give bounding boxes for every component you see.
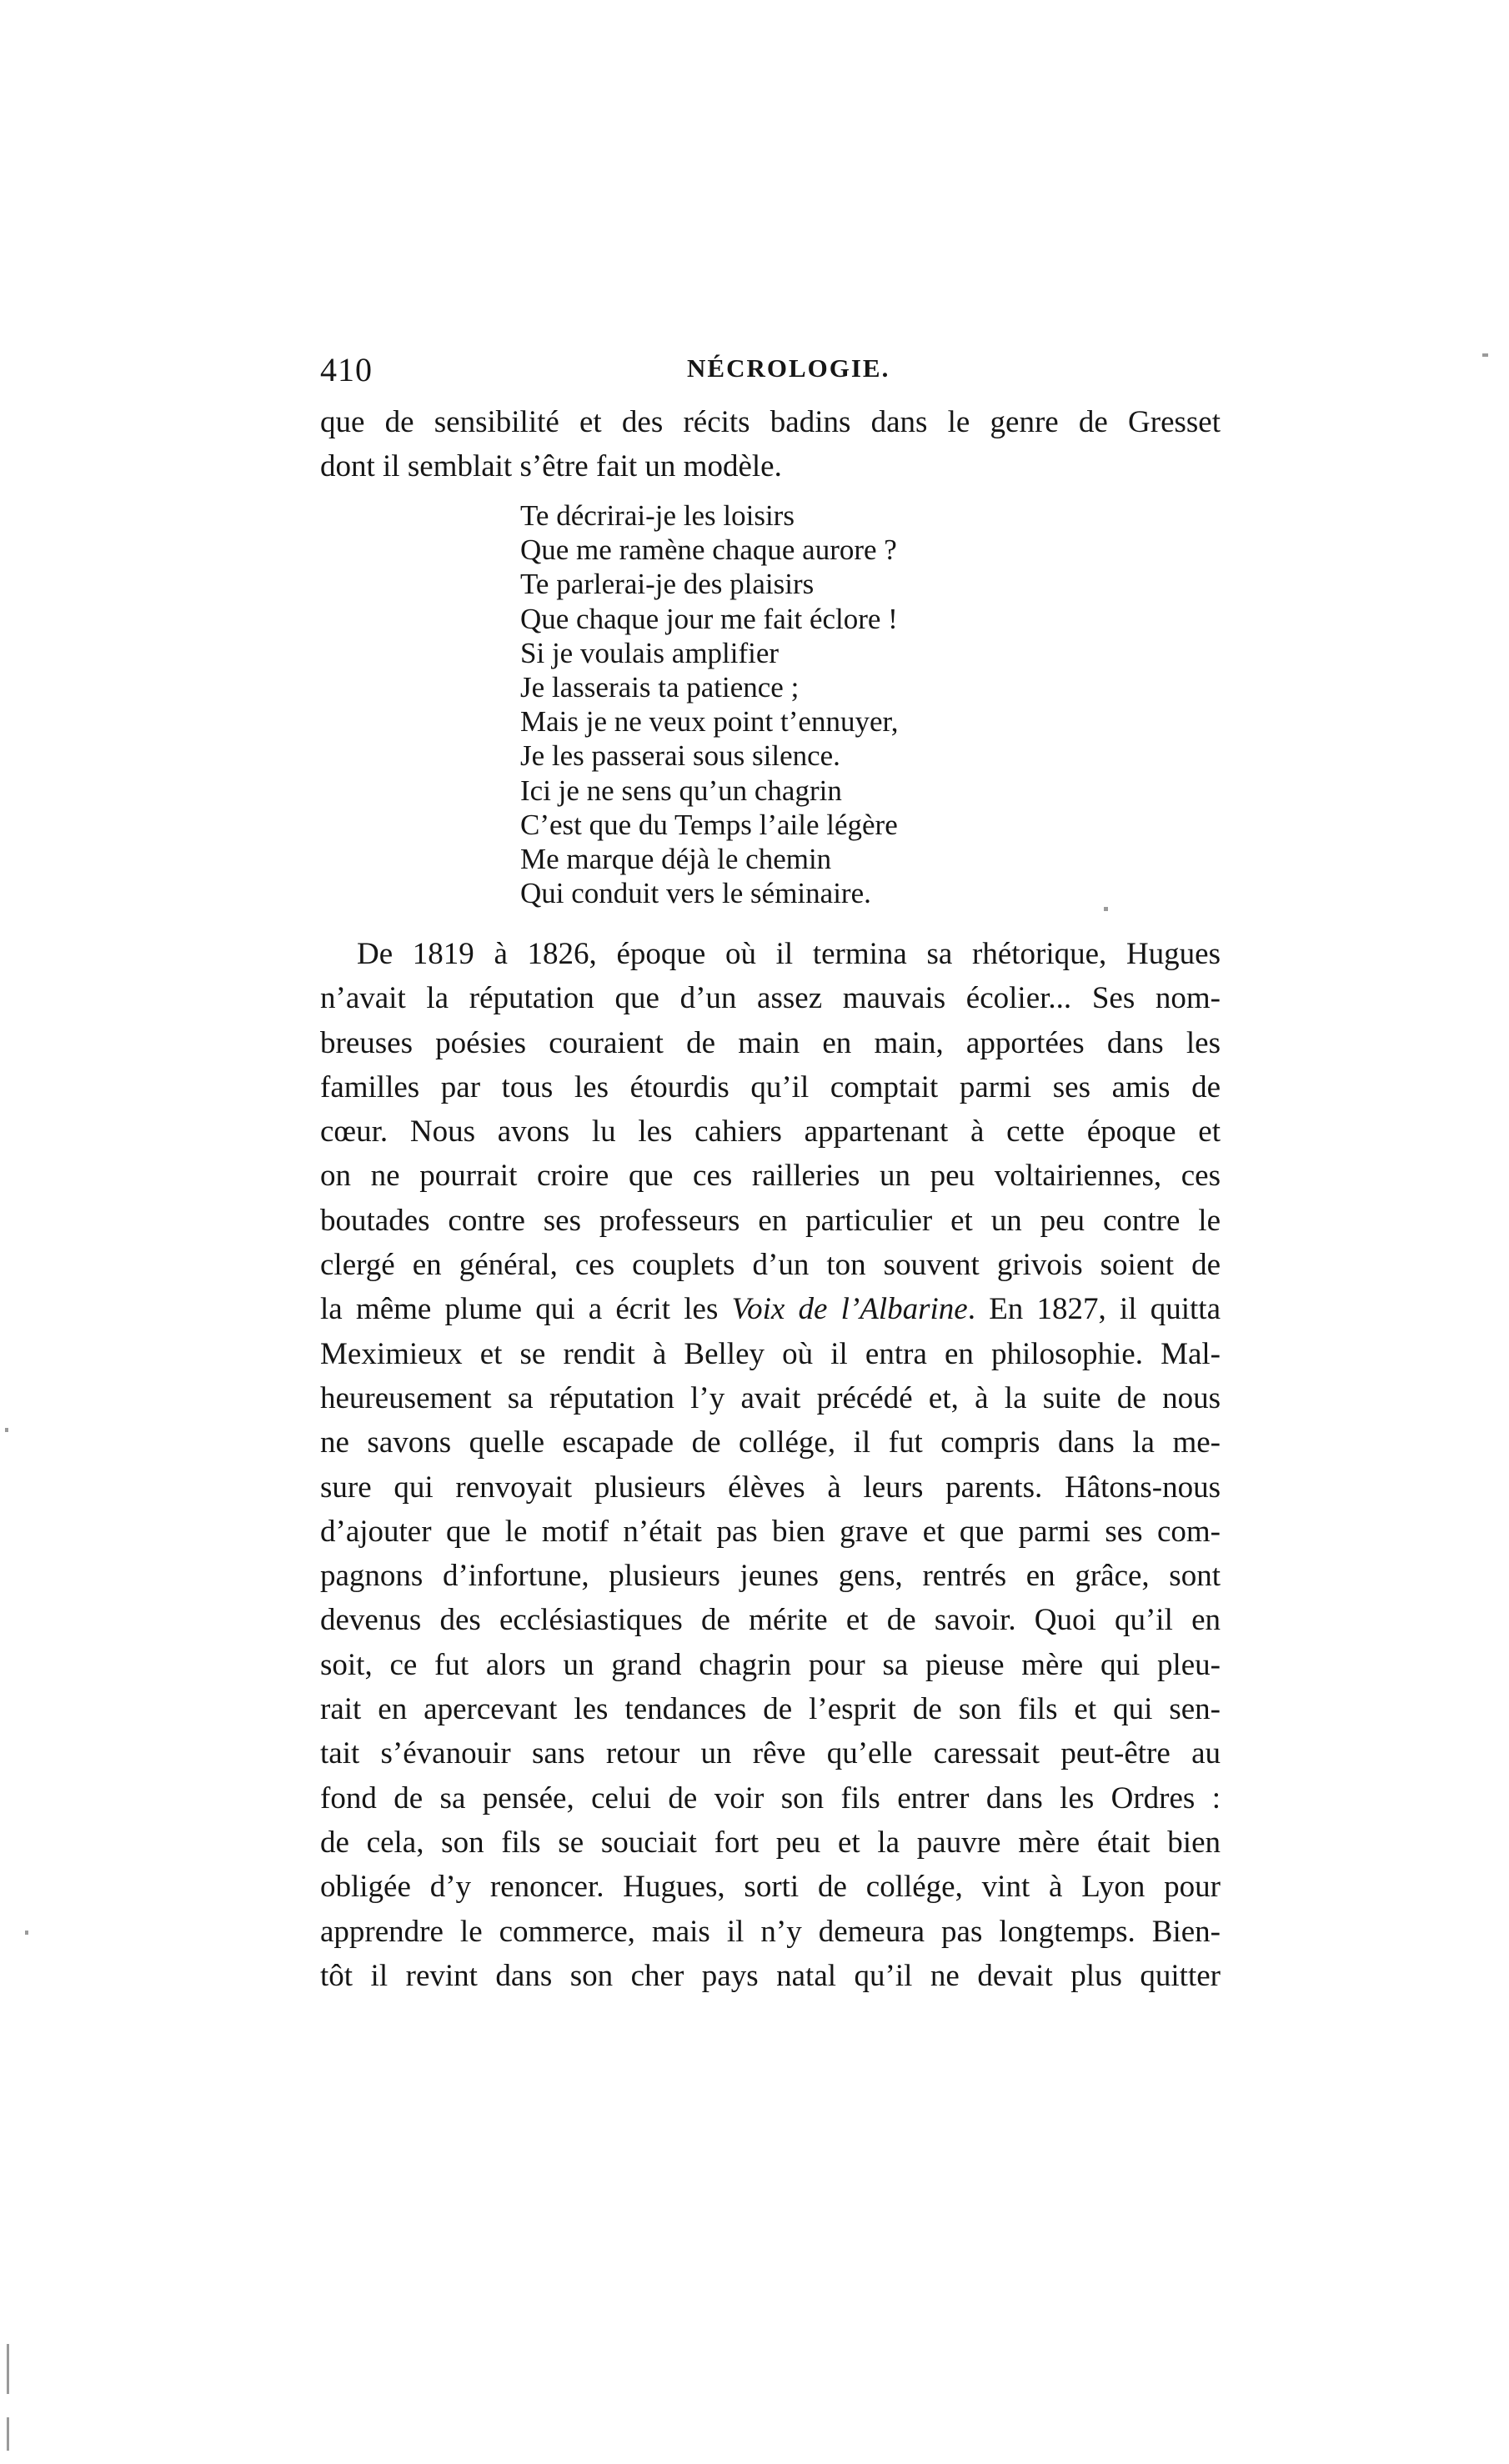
text-run: . En 1827, il quitta [967, 1292, 1221, 1327]
scan-speck [25, 1931, 28, 1935]
verse-line: Que me ramène chaque aurore ? [520, 533, 897, 567]
text-line: devenus des ecclésiastiques de mérite et de savoir. Quoi qu’il en [320, 1603, 1221, 1638]
text-line: d’ajouter que le motif n’était pas bien grave et que parmi ses com- [320, 1514, 1221, 1549]
text-line: heureusement sa réputation l’y avait précédé et, à la suite de nous [320, 1380, 1221, 1415]
text-line: De 1819 à 1826, époque où il termina sa rhétorique, Hugues [357, 937, 1221, 971]
scan-edge-mark [7, 2344, 9, 2394]
verse-line: Me marque déjà le chemin [520, 842, 832, 875]
text-line: apprendre le commerce, mais il n’y demeura pas longtemps. Bien- [320, 1914, 1221, 1949]
verse-line: Je les passerai sous silence. [520, 739, 840, 773]
body-paragraph [320, 932, 1221, 1998]
text-line: clergé en général, ces couplets d’un ton souvent grivois soient de [320, 1248, 1221, 1283]
text-run: la même plume qui a écrit les [320, 1292, 719, 1327]
verse-line: Si je voulais amplifier [520, 636, 780, 669]
verse-line: Je lasserais ta patience ; [520, 670, 800, 704]
text-line: n’avait la réputation que d’un assez mauvais écolier... Ses nom- [320, 981, 1221, 1016]
text-line: soit, ce fut alors un grand chagrin pour sa pieuse mère qui pleu- [320, 1647, 1221, 1682]
text-line: sure qui renvoyait plusieurs élèves à leurs parents. Hâtons-nous [320, 1470, 1221, 1505]
scan-speck [1482, 353, 1488, 357]
verse-line: Te décrirai-je les loisirs [520, 499, 795, 532]
text-line: tait s’évanouir sans retour un rêve qu’elle caressait peut-être au [320, 1736, 1221, 1771]
verse-line: Mais je ne veux point t’ennuyer, [520, 705, 899, 739]
verse-line: Ici je ne sens qu’un chagrin [520, 774, 842, 807]
text-line: cœur. Nous avons lu les cahiers appartenant à cette époque et [320, 1114, 1221, 1149]
scan-speck [1104, 907, 1108, 911]
scan-speck [5, 1428, 8, 1432]
text-line: pagnons d’infortune, plusieurs jeunes gens, rentrés en grâce, sont [320, 1559, 1221, 1594]
verse-line: Qui conduit vers le séminaire. [520, 877, 871, 910]
text-line: Meximieux et se rendit à Belley où il entra en philosophie. Mal- [320, 1336, 1221, 1371]
text-line: ne savons quelle escapade de collége, il fut compris dans la me- [320, 1425, 1221, 1460]
text-line: tôt il revint dans son cher pays natal qu’il ne devait plus quitter [320, 1958, 1221, 1993]
verse-line: C’est que du Temps l’aile légère [520, 808, 898, 841]
page-number: 410 [320, 351, 373, 388]
verse-line: Te parlerai-je des plaisirs [520, 568, 815, 601]
text-line: familles par tous les étourdis qu’il comptait parmi ses amis de [320, 1069, 1221, 1104]
text-line: de cela, son fils se souciait fort peu et la pauvre mère était bien [320, 1825, 1221, 1860]
text-line: fond de sa pensée, celui de voir son fils entrer dans les Ordres : [320, 1780, 1221, 1815]
text-line: on ne pourrait croire que ces railleries un peu voltairiennes, ces [320, 1159, 1221, 1194]
text-line [320, 1287, 1221, 1331]
verse-line: Que chaque jour me fait éclore ! [520, 602, 898, 635]
text-line: que de sensibilité et des récits badins dans le genre de Gresset [320, 405, 1221, 439]
verse-stanza [520, 498, 1070, 910]
running-title: NÉCROLOGIE. [687, 353, 890, 383]
scan-edge-mark [7, 2417, 9, 2451]
text-line: boutades contre ses professeurs en particulier et un peu contre le [320, 1203, 1221, 1238]
lead-paragraph [320, 400, 1221, 489]
work-title: Voix de l’Albarine [731, 1292, 968, 1327]
text-line: breuses poésies couraient de main en main, apportées dans les [320, 1025, 1221, 1060]
text-line: rait en apercevant les tendances de l’esprit de son fils et qui sen- [320, 1692, 1221, 1727]
text-line: dont il semblait s’être fait un modèle. [320, 449, 782, 484]
page-header [320, 350, 1221, 392]
text-line: obligée d’y renoncer. Hugues, sorti de collége, vint à Lyon pour [320, 1870, 1221, 1905]
